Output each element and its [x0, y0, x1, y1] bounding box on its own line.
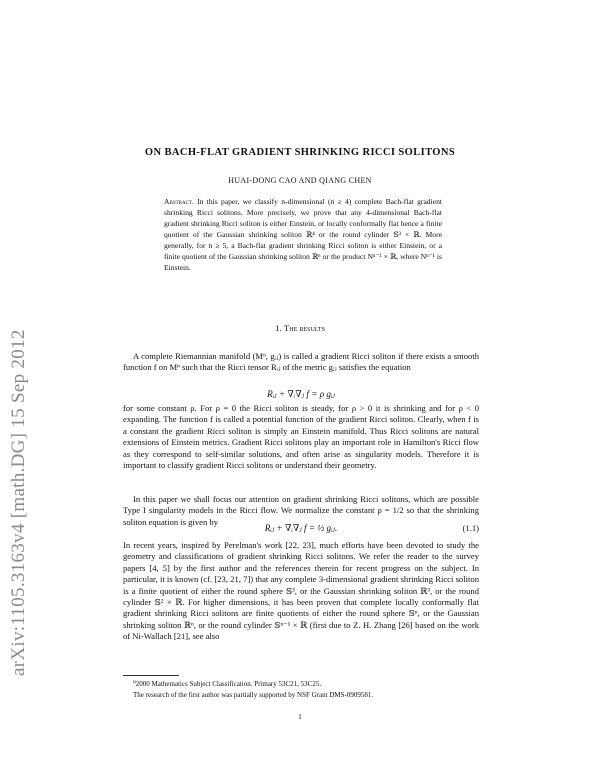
- paragraph-3: In this paper we shall focus our attention on gradient shrinking Ricci solitons, which are possible Type I singularity models in the Ricci flow. We normalize the constant ρ = 1/2 so that the shrinking soliton equation is given by: [123, 494, 479, 527]
- arxiv-stamp: arXiv:1105.3163v4 [math.DG] 15 Sep 2012: [8, 329, 29, 676]
- section-title: The results: [283, 323, 325, 333]
- footnote-grant: The research of the first author was partially supported by NSF Grant DMS-0909581.: [133, 691, 374, 699]
- paper-authors: HUAI-DONG CAO AND QIANG CHEN: [228, 176, 372, 185]
- equation-1-1: [123, 523, 479, 534]
- section-number: 1.: [275, 323, 282, 333]
- equation-number: (1.1): [462, 523, 479, 533]
- paragraph-4: In recent years, inspired by Perelman's work [22, 23], much efforts have been devoted to study the geometry and classifications of gradient shrinking Ricci solitons. We refer the reader to the survey papers [4, 5] by the first author and the references therein for recent progress on the subject. In particular, it is known (cf. [23, 21, 7]) that any complete 3-dimensional gradient shrinking Ricci soliton is a finite quotient of either the round sphere 𝕊³, or the Gaussian shrinking soliton ℝ³, or the round cylinder 𝕊² × ℝ. For higher dimensions, it has been proven that complete locally conformally flat gradient shrinking Ricci solitons are finite quotients of either the round sphere 𝕊ⁿ, or the Gaussian shrinking soliton ℝⁿ, or the round cylinder 𝕊ⁿ⁻¹ × ℝ (first due to Z. H. Zhang [26] based on the work of Ni-Wallach [21], see also: [123, 540, 479, 642]
- abstract: [164, 196, 442, 273]
- paragraph-1: A complete Riemannian manifold (Mⁿ, gᵢⱼ) is called a gradient Ricci soliton if there exists a smooth function f on Mⁿ such that the Ricci tensor Rᵢⱼ of the metric gᵢⱼ satisfies the equation: [123, 351, 479, 373]
- equation-soliton: Rᵢⱼ + ∇ᵢ∇ⱼ f = ρ gᵢⱼ: [267, 389, 335, 399]
- abstract-text: In this paper, we classify n-dimensional (n ≥ 4) complete Bach-flat gradient shrinking Ricci solitons. More precisely, we prove that any 4-dimensional Bach-flat gradient shrinking Ricci soliton is either Einstein, or locally conformally flat hence a finite quotient of the Gaussian shrinking soliton ℝ⁴ or the round cylinder 𝕊³ × ℝ. More generally, for n ≥ 5, a Bach-flat gradient shrinking Ricci soliton is either Einstein, or a finite quotient of the Gaussian shrinking soliton ℝⁿ or the product Nⁿ⁻¹ × ℝ, where Nⁿ⁻¹ is Einstein.: [164, 197, 442, 272]
- abstract-label: Abstract.: [164, 197, 194, 206]
- paper-title: ON BACH-FLAT GRADIENT SHRINKING RICCI SOLITONS: [144, 147, 456, 158]
- footnote-msc: ⁰2000 Mathematics Subject Classification. Primary 53C21, 53C25.: [133, 680, 322, 688]
- footnote-rule: [123, 675, 179, 676]
- section-heading: [0, 323, 600, 333]
- page-number: 1: [298, 712, 302, 721]
- equation-1-1-body: Rᵢⱼ + ∇ᵢ∇ⱼ f = ½ gᵢⱼ.: [264, 523, 338, 533]
- paragraph-2: for some constant ρ. For ρ = 0 the Ricci soliton is steady, for ρ > 0 it is shrinking and for ρ < 0 expanding. The function f is called a potential function of the gradient Ricci soliton. Clearly, when f is a constant the gradient Ricci soliton is simply an Einstein manifold. Thus Ricci solitons are natural extensions of Einstein metrics. Gradient Ricci solitons play an important role in Hamilton's Ricci flow as they correspond to self-similar solutions, and often arise as singularity models. Therefore it is important to classify gradient Ricci solitons or understand their geometry.: [123, 403, 479, 471]
